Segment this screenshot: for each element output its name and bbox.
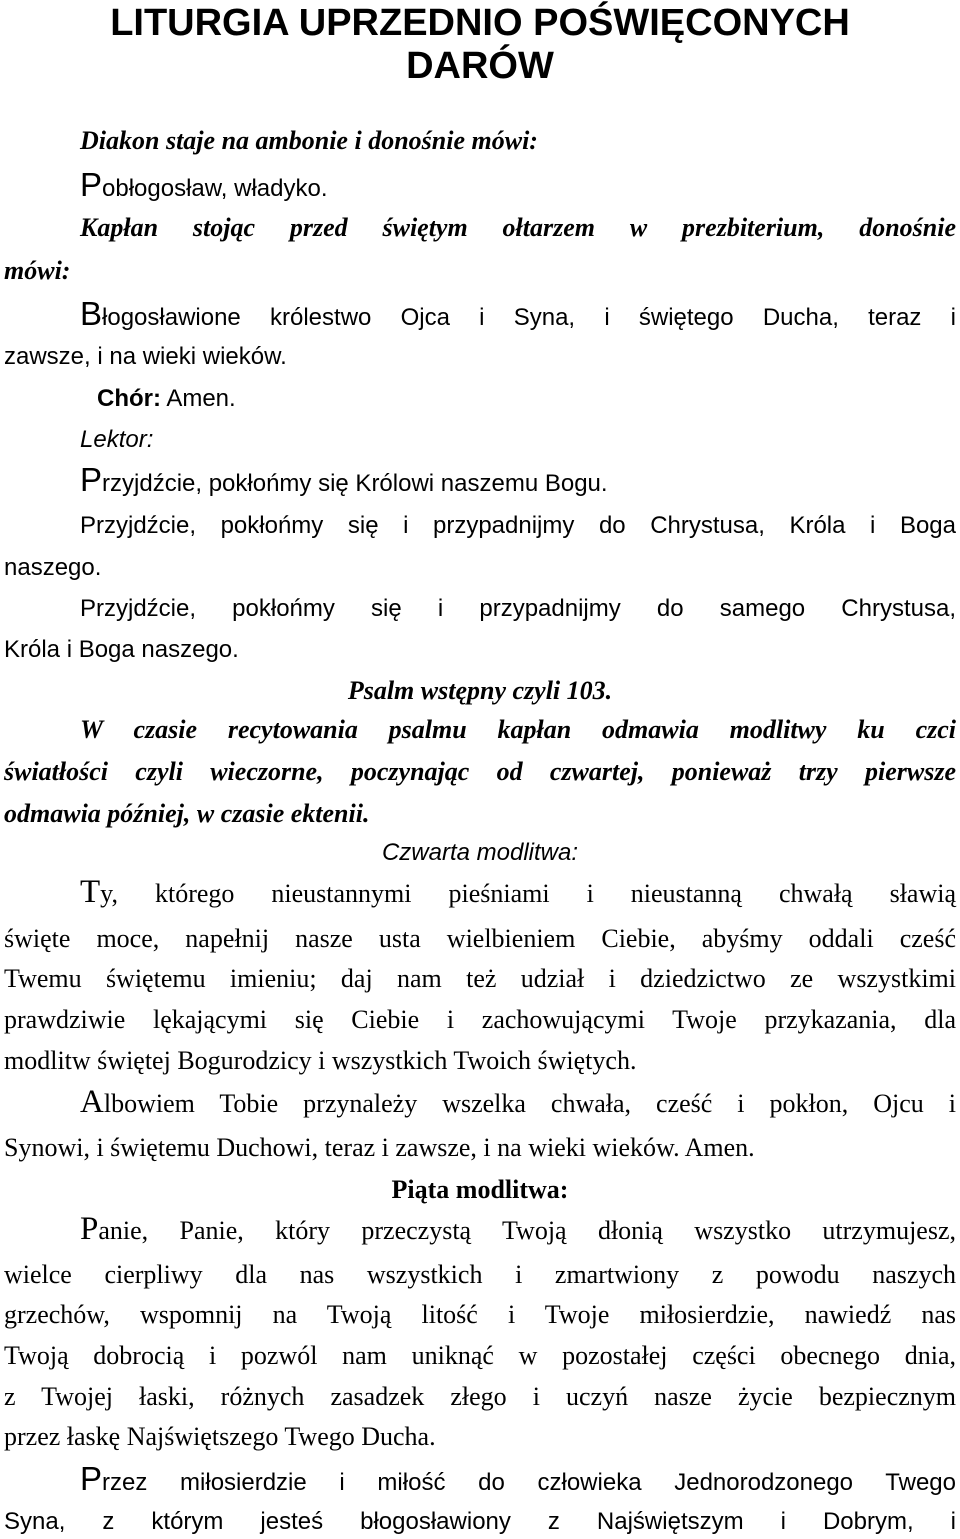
fifth-prayer-line-3: grzechów, wspomnij na Twoją litość i Twoje miłosierdzie, nawiedź nas [4, 1300, 956, 1329]
fourth-prayer-line-1 [80, 874, 956, 910]
fifth-prayer-line-4: Twoją dobrocią i pozwól nam uniknąć w pozostałej części obecnego dnia, [4, 1341, 956, 1370]
invitation-2-line-2: naszego. [4, 554, 102, 581]
deacon-text: obłogosław, władyko. [102, 175, 328, 202]
fourth-doxology-line-2: Synowi, i świętemu Duchowi, teraz i zawsze, i na wieki wieków. Amen. [4, 1133, 755, 1162]
rubric-psalm-line-3: odmawia później, w czasie ektenii. [4, 799, 370, 828]
blessing-line-2: zawsze, i na wieki wieków. [4, 343, 287, 370]
fourth-prayer-initial: T [80, 874, 101, 910]
title-line-2: DARÓW [406, 45, 554, 87]
rubric-deacon: Diakon staje na ambonie i donośnie mówi: [80, 126, 538, 155]
invitation-2-line-1: Przyjdźcie, pokłońmy się i przypadnijmy do Chrystusa, Króla i Boga [80, 512, 956, 539]
fourth-prayer-line-5: modlitw świętej Bogurodzicy i wszystkich Twoich świętych. [4, 1046, 637, 1075]
fourth-prayer-heading: Czwarta modlitwa: [381, 839, 579, 866]
fourth-prayer-line-4: prawdziwie lękającymi się Ciebie i zachowującymi Twoje przykazania, dla [4, 1005, 956, 1034]
fifth-doxology-text-1: rzez miłosierdzie i miłość do człowieka Jednorodzonego Twego [102, 1469, 956, 1496]
blessing-initial: B [80, 295, 103, 332]
fourth-doxology-line-1 [80, 1084, 956, 1120]
blessing-text-1: łogosławione królestwo Ojca i Syna, i świętego Ducha, teraz i [102, 304, 956, 331]
lector-label: Lektor: [80, 426, 154, 453]
invitation-1 [80, 461, 960, 499]
rubric-psalm-line-1: W czasie recytowania psalmu kapłan odmawia modlitwy ku czci [80, 715, 956, 744]
fifth-prayer-line-5: z Twojej łaski, różnych zasadzek złego i uczyń nasze życie bezpiecznym [4, 1382, 956, 1411]
fourth-prayer-line-2: święte moce, napełnij nasze usta wielbieniem Ciebie, abyśmy oddali cześć [4, 924, 956, 953]
invitation-1-text: rzyjdźcie, pokłońmy się Królowi naszemu Bogu. [102, 470, 608, 497]
rubric-priest-line-2: mówi: [4, 256, 71, 285]
invitation-3-line-1: Przyjdźcie, pokłońmy się i przypadnijmy do samego Chrystusa, [80, 595, 956, 622]
invitation-3-line-2: Króla i Boga naszego. [4, 636, 239, 663]
choir-response [97, 384, 960, 414]
fourth-prayer-text-1: y, którego nieustannymi pieśniami i nieustanną chwałą sławią [100, 879, 956, 908]
rubric-priest-line-1: Kapłan stojąc przed świętym ołtarzem w prezbiterium, donośnie [80, 213, 956, 242]
psalm-heading: Psalm wstępny czyli 103. [347, 676, 613, 705]
invitation-1-initial: P [80, 461, 103, 498]
choir-text: Amen. [160, 385, 236, 412]
fifth-doxology-line-2: Syna, z którym jesteś błogosławiony z Najświętszym i Dobrym, i [4, 1508, 956, 1535]
deacon-exclamation [80, 166, 960, 204]
fifth-doxology-initial: P [80, 1460, 103, 1497]
fifth-prayer-line-1 [80, 1211, 956, 1247]
rubric-psalm-line-2: światłości czyli wieczorne, poczynając od czwartej, ponieważ trzy pierwsze [4, 757, 956, 786]
deacon-initial: P [80, 166, 103, 203]
fourth-prayer-line-3: Twemu świętemu imieniu; daj nam też udział i dziedzictwo ze wszystkimi [4, 964, 956, 993]
fifth-prayer-text-1: anie, Panie, który przeczystą Twoją dłonią wszystko utrzymujesz, [98, 1216, 956, 1245]
fifth-prayer-line-2: wielce cierpliwy dla nas wszystkich i zmartwiony z powodu naszych [4, 1260, 956, 1289]
fifth-prayer-line-6: przez łaskę Najświętszego Twego Ducha. [4, 1422, 436, 1451]
title-line-1: LITURGIA UPRZEDNIO POŚWIĘCONYCH [110, 2, 850, 44]
fourth-doxology-initial: A [80, 1084, 104, 1120]
choir-label: Chór: [97, 385, 161, 412]
fifth-prayer-initial: P [80, 1211, 99, 1247]
page-title [0, 0, 960, 88]
fourth-doxology-text-1: lbowiem Tobie przynależy wszelka chwała, cześć i pokłon, Ojcu i [103, 1089, 956, 1118]
blessing-line-1 [80, 295, 956, 333]
fifth-prayer-heading: Piąta modlitwa: [391, 1175, 569, 1204]
fifth-doxology-line-1 [80, 1460, 956, 1498]
